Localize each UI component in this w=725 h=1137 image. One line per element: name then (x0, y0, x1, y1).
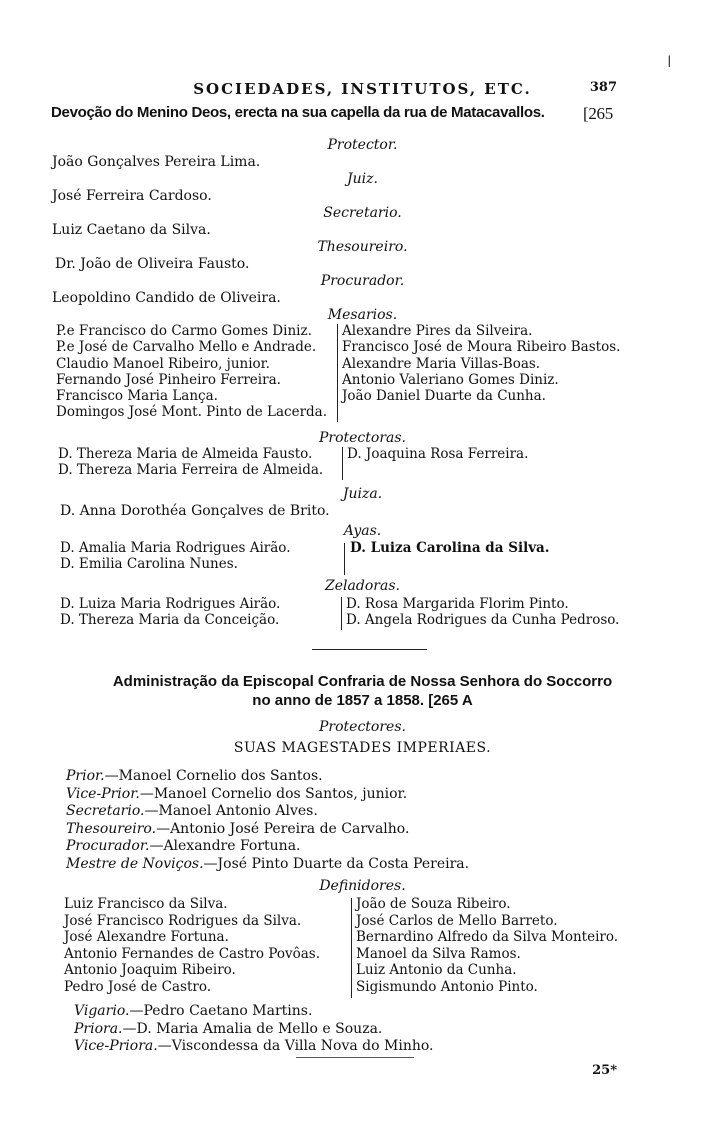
officers-list (66, 768, 469, 873)
juiza-name: D. Anna Dorothéa Gonçalves de Brito. (60, 503, 330, 519)
officer-role: Priora. (74, 1020, 123, 1037)
column-divider (351, 898, 352, 998)
list-item: D. Rosa Margarida Florim Pinto. (346, 596, 569, 612)
list-item: D. Amalia Maria Rodrigues Airão. (60, 540, 291, 556)
column-divider (341, 597, 342, 630)
zeladoras-left-list (60, 596, 280, 629)
section1-ref: [265 (583, 104, 613, 123)
procurador-name: Leopoldino Candido de Oliveira. (52, 290, 281, 306)
officer-name: —Alexandre Fortuna. (149, 838, 301, 854)
officer-role: Vice-Priora. (74, 1038, 158, 1054)
list-item: José Alexandre Fortuna. (64, 929, 229, 945)
juiz-name: José Ferreira Cardoso. (52, 188, 212, 204)
officer-name: —D. Maria Amalia de Mello e Souza. (122, 1020, 383, 1037)
protector-label: Protector. (327, 137, 398, 153)
juiz-label: Juiz. (347, 171, 378, 187)
list-item: D. Luiza Carolina da Silva. (350, 540, 550, 556)
mesarios-label: Mesarios. (327, 307, 398, 323)
definidores-label: Definidores. (319, 878, 406, 894)
officer-name: —Manoel Cornelio dos Santos. (104, 768, 323, 784)
ayas-label: Ayas. (343, 523, 382, 539)
procurador-label: Procurador. (320, 273, 405, 289)
secretario-name: Luiz Caetano da Silva. (52, 222, 211, 238)
section2-title-line1: Administração da Episcopal Confraria de Nossa Senhora do Soccorro (112, 673, 613, 690)
officer-name: —Pedro Caetano Martins. (129, 1003, 313, 1019)
officer-role: Thesoureiro. (66, 820, 157, 837)
zeladoras-right-list (346, 596, 619, 629)
list-item: João Daniel Duarte da Cunha. (342, 388, 546, 405)
protector-name: João Gonçalves Pereira Lima. (52, 154, 261, 170)
officer-role: Vigario. (74, 1003, 130, 1019)
zeladoras-label: Zeladoras. (325, 578, 400, 594)
page-number: 387 (589, 80, 617, 95)
protectoras-left-list (58, 446, 323, 479)
column-divider (337, 324, 338, 422)
list-item (74, 1003, 434, 1021)
section-divider (312, 649, 427, 650)
list-item: Antonio Valeriano Gomes Diniz. (342, 371, 559, 388)
list-item: Francisco José de Moura Ribeiro Bastos. (342, 339, 621, 356)
officer-role: Prior. (66, 768, 105, 784)
list-item: Fernando José Pinheiro Ferreira. (56, 371, 281, 388)
officer-role: Vice-Prior. (66, 785, 140, 802)
list-item: Antonio Fernandes de Castro Povôas. (64, 945, 320, 962)
secretario-label: Secretario. (323, 205, 402, 221)
list-item: Luiz Francisco da Silva. (64, 896, 228, 912)
thesoureiro-label: Thesoureiro. (317, 239, 408, 255)
list-item (66, 821, 469, 839)
section1-title (51, 104, 613, 123)
list-item (66, 768, 469, 786)
list-item: José Francisco Rodrigues da Silva. (64, 912, 302, 929)
list-item: Francisco Maria Lança. (56, 388, 218, 405)
list-item: José Carlos de Mello Barreto. (356, 912, 558, 929)
officer-name: —Viscondessa da Villa Nova do Minho. (157, 1038, 434, 1054)
officer-name: —José Pinto Duarte da Costa Pereira. (203, 855, 470, 872)
list-item: Pedro José de Castro. (64, 978, 212, 995)
list-item: Domingos José Mont. Pinto de Lacerda. (56, 404, 328, 421)
list-item (74, 1038, 434, 1056)
margin-mark-icon: ǀ (667, 52, 672, 71)
footer-rule (296, 1057, 414, 1058)
list-item: D. Thereza Maria da Conceição. (60, 612, 280, 629)
section2-title-line2: no anno de 1857 a 1858. [265 A (252, 692, 473, 709)
list-item (66, 803, 469, 821)
thesoureiro-name: Dr. João de Oliveira Fausto. (55, 256, 250, 272)
mesarios-left-list (56, 323, 327, 421)
list-item: D. Emilia Carolina Nunes. (60, 556, 238, 573)
list-item: D. Angela Rodrigues da Cunha Pedroso. (346, 612, 620, 629)
list-item: D. Joaquina Rosa Ferreira. (347, 446, 529, 462)
list-item: D. Thereza Maria Ferreira de Almeida. (58, 462, 324, 479)
list-item: D. Thereza Maria de Almeida Fausto. (58, 446, 313, 462)
signature-mark: 25* (592, 1063, 617, 1078)
list-item: Antonio Joaquim Ribeiro. (64, 962, 236, 978)
officer-name: —Antonio José Pereira de Carvalho. (156, 820, 410, 837)
list-item (66, 838, 469, 856)
protectoras-label: Protectoras. (318, 430, 407, 446)
list-item: D. Luiza Maria Rodrigues Airão. (60, 596, 281, 612)
column-divider (342, 447, 343, 480)
list-item (66, 786, 469, 804)
list-item: Claudio Manoel Ribeiro, junior. (56, 355, 270, 372)
list-item: Bernardino Alfredo da Silva Monteiro. (356, 929, 619, 945)
list-item (74, 1021, 434, 1039)
protectores-label: Protectores. (319, 719, 406, 735)
officer-role: Mestre de Noviços. (66, 855, 204, 872)
definidores-left-list (64, 896, 320, 995)
officer-role: Secretario. (66, 803, 145, 819)
running-header: SOCIEDADES, INSTITUTOS, ETC. (193, 80, 532, 98)
definidores-right-list (356, 896, 618, 995)
list-item: Manoel da Silva Ramos. (356, 945, 521, 962)
list-item: João de Souza Ribeiro. (356, 896, 511, 912)
list-item: P.e Francisco do Carmo Gomes Diniz. (56, 323, 312, 339)
list-item: Luiz Antonio da Cunha. (356, 962, 517, 978)
protectores-name: SUAS MAGESTADES IMPERIAES. (233, 740, 492, 756)
list-item: P.e José de Carvalho Mello e Andrade. (56, 339, 317, 356)
officers2-list (74, 1003, 434, 1056)
officer-name: —Manoel Antonio Alves. (144, 803, 318, 819)
juiza-label: Juiza. (342, 486, 383, 502)
list-item (66, 856, 469, 874)
column-divider (344, 543, 345, 575)
mesarios-right-list (342, 323, 620, 404)
list-item: Alexandre Maria Villas-Boas. (342, 355, 541, 372)
officer-role: Procurador. (66, 838, 150, 854)
officer-name: —Manoel Cornelio dos Santos, junior. (139, 785, 408, 802)
protectoras-right-list (347, 446, 528, 462)
list-item: Alexandre Pires da Silveira. (342, 323, 533, 339)
section1-title-text: Devoção do Menino Deos, erecta na sua capella da rua de Matacavallos. (51, 104, 545, 121)
ayas-left-list (60, 540, 290, 573)
list-item: Sigismundo Antonio Pinto. (356, 978, 538, 995)
ayas-right-list (350, 540, 550, 556)
